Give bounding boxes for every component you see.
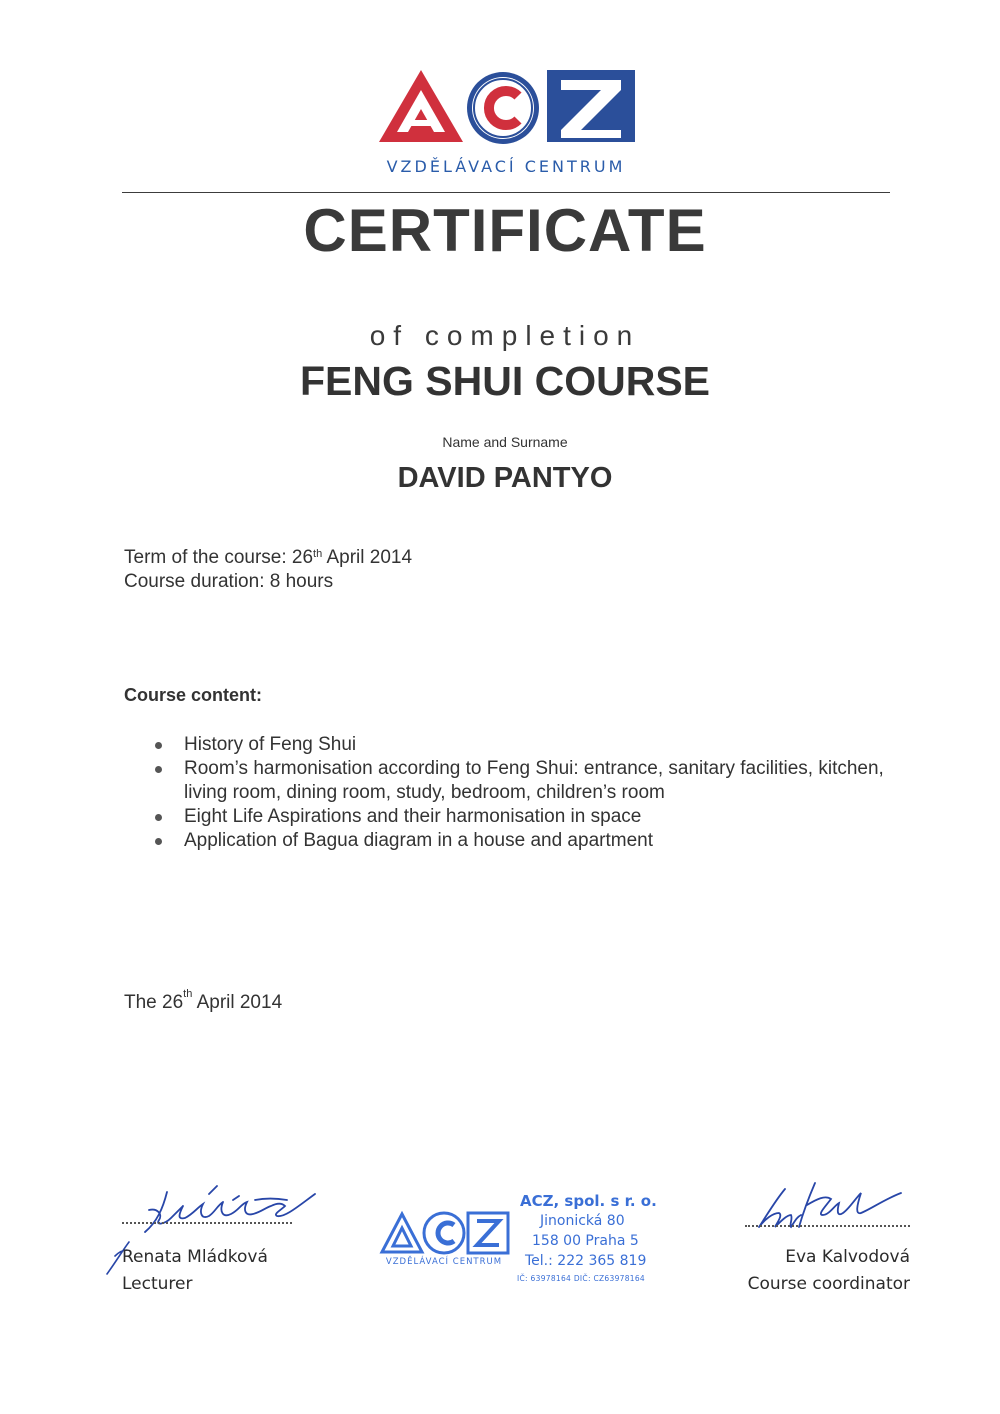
lecturer-role: Lecturer: [122, 1274, 193, 1294]
participant-name: DAVID PANTYO: [397, 462, 613, 494]
course-content-heading: Course content:: [124, 685, 263, 705]
logo-letter-z: [547, 70, 635, 142]
issue-date: The 26th April 2014: [124, 988, 283, 1013]
stamp-ids: IČ: 63978164 DIČ: CZ63978164: [517, 1274, 646, 1283]
coordinator-name: Eva Kalvodová: [785, 1247, 910, 1267]
bullet-icon: [155, 742, 162, 749]
coordinator-role: Course coordinator: [747, 1274, 910, 1294]
signature-line-right: [745, 1225, 910, 1227]
logo-letter-a: [379, 70, 463, 142]
stamp-logo: [378, 1208, 510, 1261]
header-divider: [122, 192, 890, 193]
course-name: FENG SHUI COURSE: [299, 358, 711, 404]
stamp-street: Jinonická 80: [540, 1213, 625, 1229]
stamp-company: ACZ, spol. s r. o.: [520, 1192, 657, 1210]
bullet-icon: [155, 838, 162, 845]
stamp-city: 158 00 Praha 5: [532, 1233, 639, 1249]
list-item: History of Feng Shui: [124, 733, 904, 757]
course-term: Term of the course: 26th April 2014: [124, 547, 413, 568]
course-duration: Course duration: 8 hours: [124, 571, 334, 592]
signature-line-left: [122, 1222, 292, 1224]
certificate-subtitle: of completion: [369, 320, 641, 351]
course-content-list: [124, 733, 904, 853]
stamp-logo-subtitle: VZDĚLÁVACÍ CENTRUM: [385, 1257, 503, 1267]
bullet-icon: [155, 766, 162, 773]
logo-subtitle: VZDĚLÁVACÍ CENTRUM: [386, 157, 626, 176]
lecturer-name: Renata Mládková: [122, 1247, 268, 1267]
name-label: Name and Surname: [442, 434, 568, 450]
stamp-phone: Tel.: 222 365 819: [525, 1253, 647, 1269]
coordinator-signature: [745, 1175, 915, 1245]
bullet-icon: [155, 814, 162, 821]
certificate-title: CERTIFICATE: [303, 197, 707, 264]
logo-letter-c: [467, 72, 539, 144]
list-item: Room’s harmonisation according to Feng Shui: entrance, sanitary facilities, kitchen, living room, dining room, study, bedroom, children’s room: [124, 757, 904, 805]
list-item: Application of Bagua diagram in a house and apartment: [124, 829, 904, 853]
list-item: Eight Life Aspirations and their harmonisation in space: [124, 805, 904, 829]
